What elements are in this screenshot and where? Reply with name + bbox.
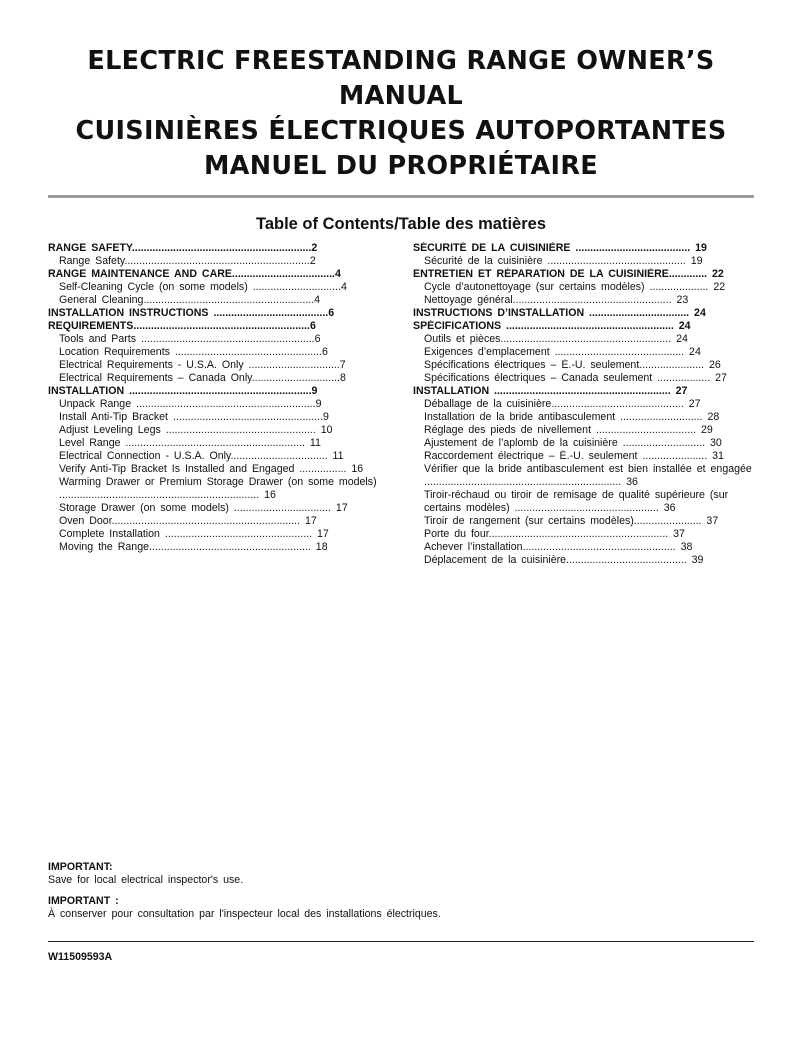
important-note-english xyxy=(48,861,243,887)
title-line-3: CUISINIÈRES ÉLECTRIQUES AUTOPORTANTES xyxy=(75,116,727,146)
title-line-2: MANUAL xyxy=(338,81,464,111)
important-text: Save for local electrical inspector's use. xyxy=(48,874,244,886)
toc-entry[interactable]: Tools and Parts ...........................................................6 xyxy=(59,333,321,345)
toc-entry[interactable]: Nettoyage général...................................................... 23 xyxy=(424,294,689,306)
toc-entry[interactable]: Location Requirements ..................................................6 xyxy=(59,346,328,358)
toc-entry[interactable]: Achever l’installation.................................................... 38 xyxy=(424,541,693,553)
toc-entry[interactable]: Porte du four............................................................. 37 xyxy=(424,528,685,540)
title-line-1: ELECTRIC FREESTANDING RANGE OWNER’S xyxy=(87,46,715,76)
toc-entry[interactable]: REQUIREMENTS............................................................6 xyxy=(48,320,316,332)
important-text: À conserver pour consultation par l'inspecteur local des installations électriques. xyxy=(48,908,441,920)
document-number: W11509593A xyxy=(48,951,113,963)
toc-entry[interactable]: Self-Cleaning Cycle (on some models) ..............................4 xyxy=(59,281,347,293)
important-note-french xyxy=(48,895,441,921)
toc-heading: Table of Contents/Table des matières xyxy=(255,215,547,233)
toc-entry[interactable]: Level Range ............................................................. 11 xyxy=(59,437,321,449)
toc-entry[interactable]: Electrical Requirements – Canada Only..............................8 xyxy=(59,372,346,384)
toc-entry[interactable]: INSTRUCTIONS D’INSTALLATION .................................. 24 xyxy=(413,307,706,319)
toc-entry[interactable]: Déballage de la cuisinière............................................. 27 xyxy=(424,398,701,410)
toc-entry[interactable]: Raccordement électrique – É.-U. seulement ...................... 31 xyxy=(424,450,724,462)
toc-entry[interactable]: Install Anti-Tip Bracket ...................................................9 xyxy=(59,411,329,423)
toc-entry[interactable]: Installation de la bride antibasculement ............................ 28 xyxy=(424,411,720,423)
toc-entry[interactable]: Spécifications électriques – É.-U. seulement...................... 26 xyxy=(424,359,721,371)
toc-entry[interactable]: INSTALLATION ..............................................................9 xyxy=(48,385,318,397)
important-heading: IMPORTANT: xyxy=(48,861,113,873)
toc-entry[interactable]: Ajustement de l’aplomb de la cuisinière ............................ 30 xyxy=(424,437,722,449)
toc-entry[interactable]: General Cleaning..........................................................4 xyxy=(59,294,321,306)
toc-entry[interactable]: Verify Anti-Tip Bracket Is Installed and Engaged ................ 16 xyxy=(59,463,364,475)
toc-entry[interactable]: Moving the Range....................................................... 18 xyxy=(59,541,328,553)
toc-english-column xyxy=(48,242,404,554)
important-heading: IMPORTANT : xyxy=(48,895,119,907)
toc-entry[interactable]: Unpack Range .............................................................9 xyxy=(59,398,322,410)
title-divider xyxy=(48,195,754,198)
toc-entry[interactable]: Exigences d’emplacement ............................................ 24 xyxy=(424,346,701,358)
toc-entry[interactable]: Sécurité de la cuisinière ............................................... 19 xyxy=(424,255,703,267)
toc-entry[interactable]: Adjust Leveling Legs ................................................... 10 xyxy=(59,424,333,436)
toc-entry[interactable]: Déplacement de la cuisinière......................................... 39 xyxy=(424,554,704,566)
toc-entry[interactable]: Electrical Requirements - U.S.A. Only ...............................7 xyxy=(59,359,346,371)
toc-entry[interactable]: Vérifier que la bride antibasculement est bien installée et engagée ................................................................... 36 xyxy=(424,463,752,488)
toc-entry[interactable]: Spécifications électriques – Canada seulement .................. 27 xyxy=(424,372,727,384)
toc-entry[interactable]: Electrical Connection - U.S.A. Only................................. 11 xyxy=(59,450,344,462)
toc-entry[interactable]: INSTALLATION INSTRUCTIONS .......................................6 xyxy=(48,307,335,319)
toc-entry[interactable]: Complete Installation .................................................. 17 xyxy=(59,528,329,540)
toc-entry[interactable]: Storage Drawer (on some models) ................................. 17 xyxy=(59,502,348,514)
toc-entry[interactable]: Warming Drawer or Premium Storage Drawer (on some models) .................................................................... 16 xyxy=(59,476,377,501)
toc-entry[interactable]: ENTRETIEN ET RÉPARATION DE LA CUISINIÈRE............. 22 xyxy=(413,268,724,280)
toc-entry[interactable]: Oven Door................................................................ 17 xyxy=(59,515,317,527)
toc-french-column xyxy=(413,242,785,567)
toc-entry[interactable]: SÉCURITÉ DE LA CUISINIÈRE ....................................... 19 xyxy=(413,242,707,254)
toc-entry[interactable]: RANGE MAINTENANCE AND CARE...................................4 xyxy=(48,268,341,280)
toc-entry[interactable]: Réglage des pieds de nivellement .................................. 29 xyxy=(424,424,713,436)
toc-entry[interactable]: RANGE SAFETY.............................................................2 xyxy=(48,242,318,254)
manual-title xyxy=(48,44,754,184)
toc-entry[interactable]: Cycle d’autonettoyage (sur certains modèles) .................... 22 xyxy=(424,281,726,293)
toc-entry[interactable]: SPÉCIFICATIONS ......................................................... 24 xyxy=(413,320,691,332)
toc-entry[interactable]: Outils et pièces.......................................................... 24 xyxy=(424,333,688,345)
toc-entry[interactable]: Range Safety...............................................................2 xyxy=(59,255,316,267)
footer-divider xyxy=(48,941,754,942)
toc-entry[interactable]: Tiroir-réchaud ou tiroir de remisage de qualité supérieure (sur certains modèles) ................................................. 36 xyxy=(424,489,729,514)
toc-entry[interactable]: INSTALLATION ............................................................ 27 xyxy=(413,385,688,397)
title-line-4: MANUEL DU PROPRIÉTAIRE xyxy=(204,151,598,181)
toc-entry[interactable]: Tiroir de rangement (sur certains modèles)....................... 37 xyxy=(424,515,719,527)
